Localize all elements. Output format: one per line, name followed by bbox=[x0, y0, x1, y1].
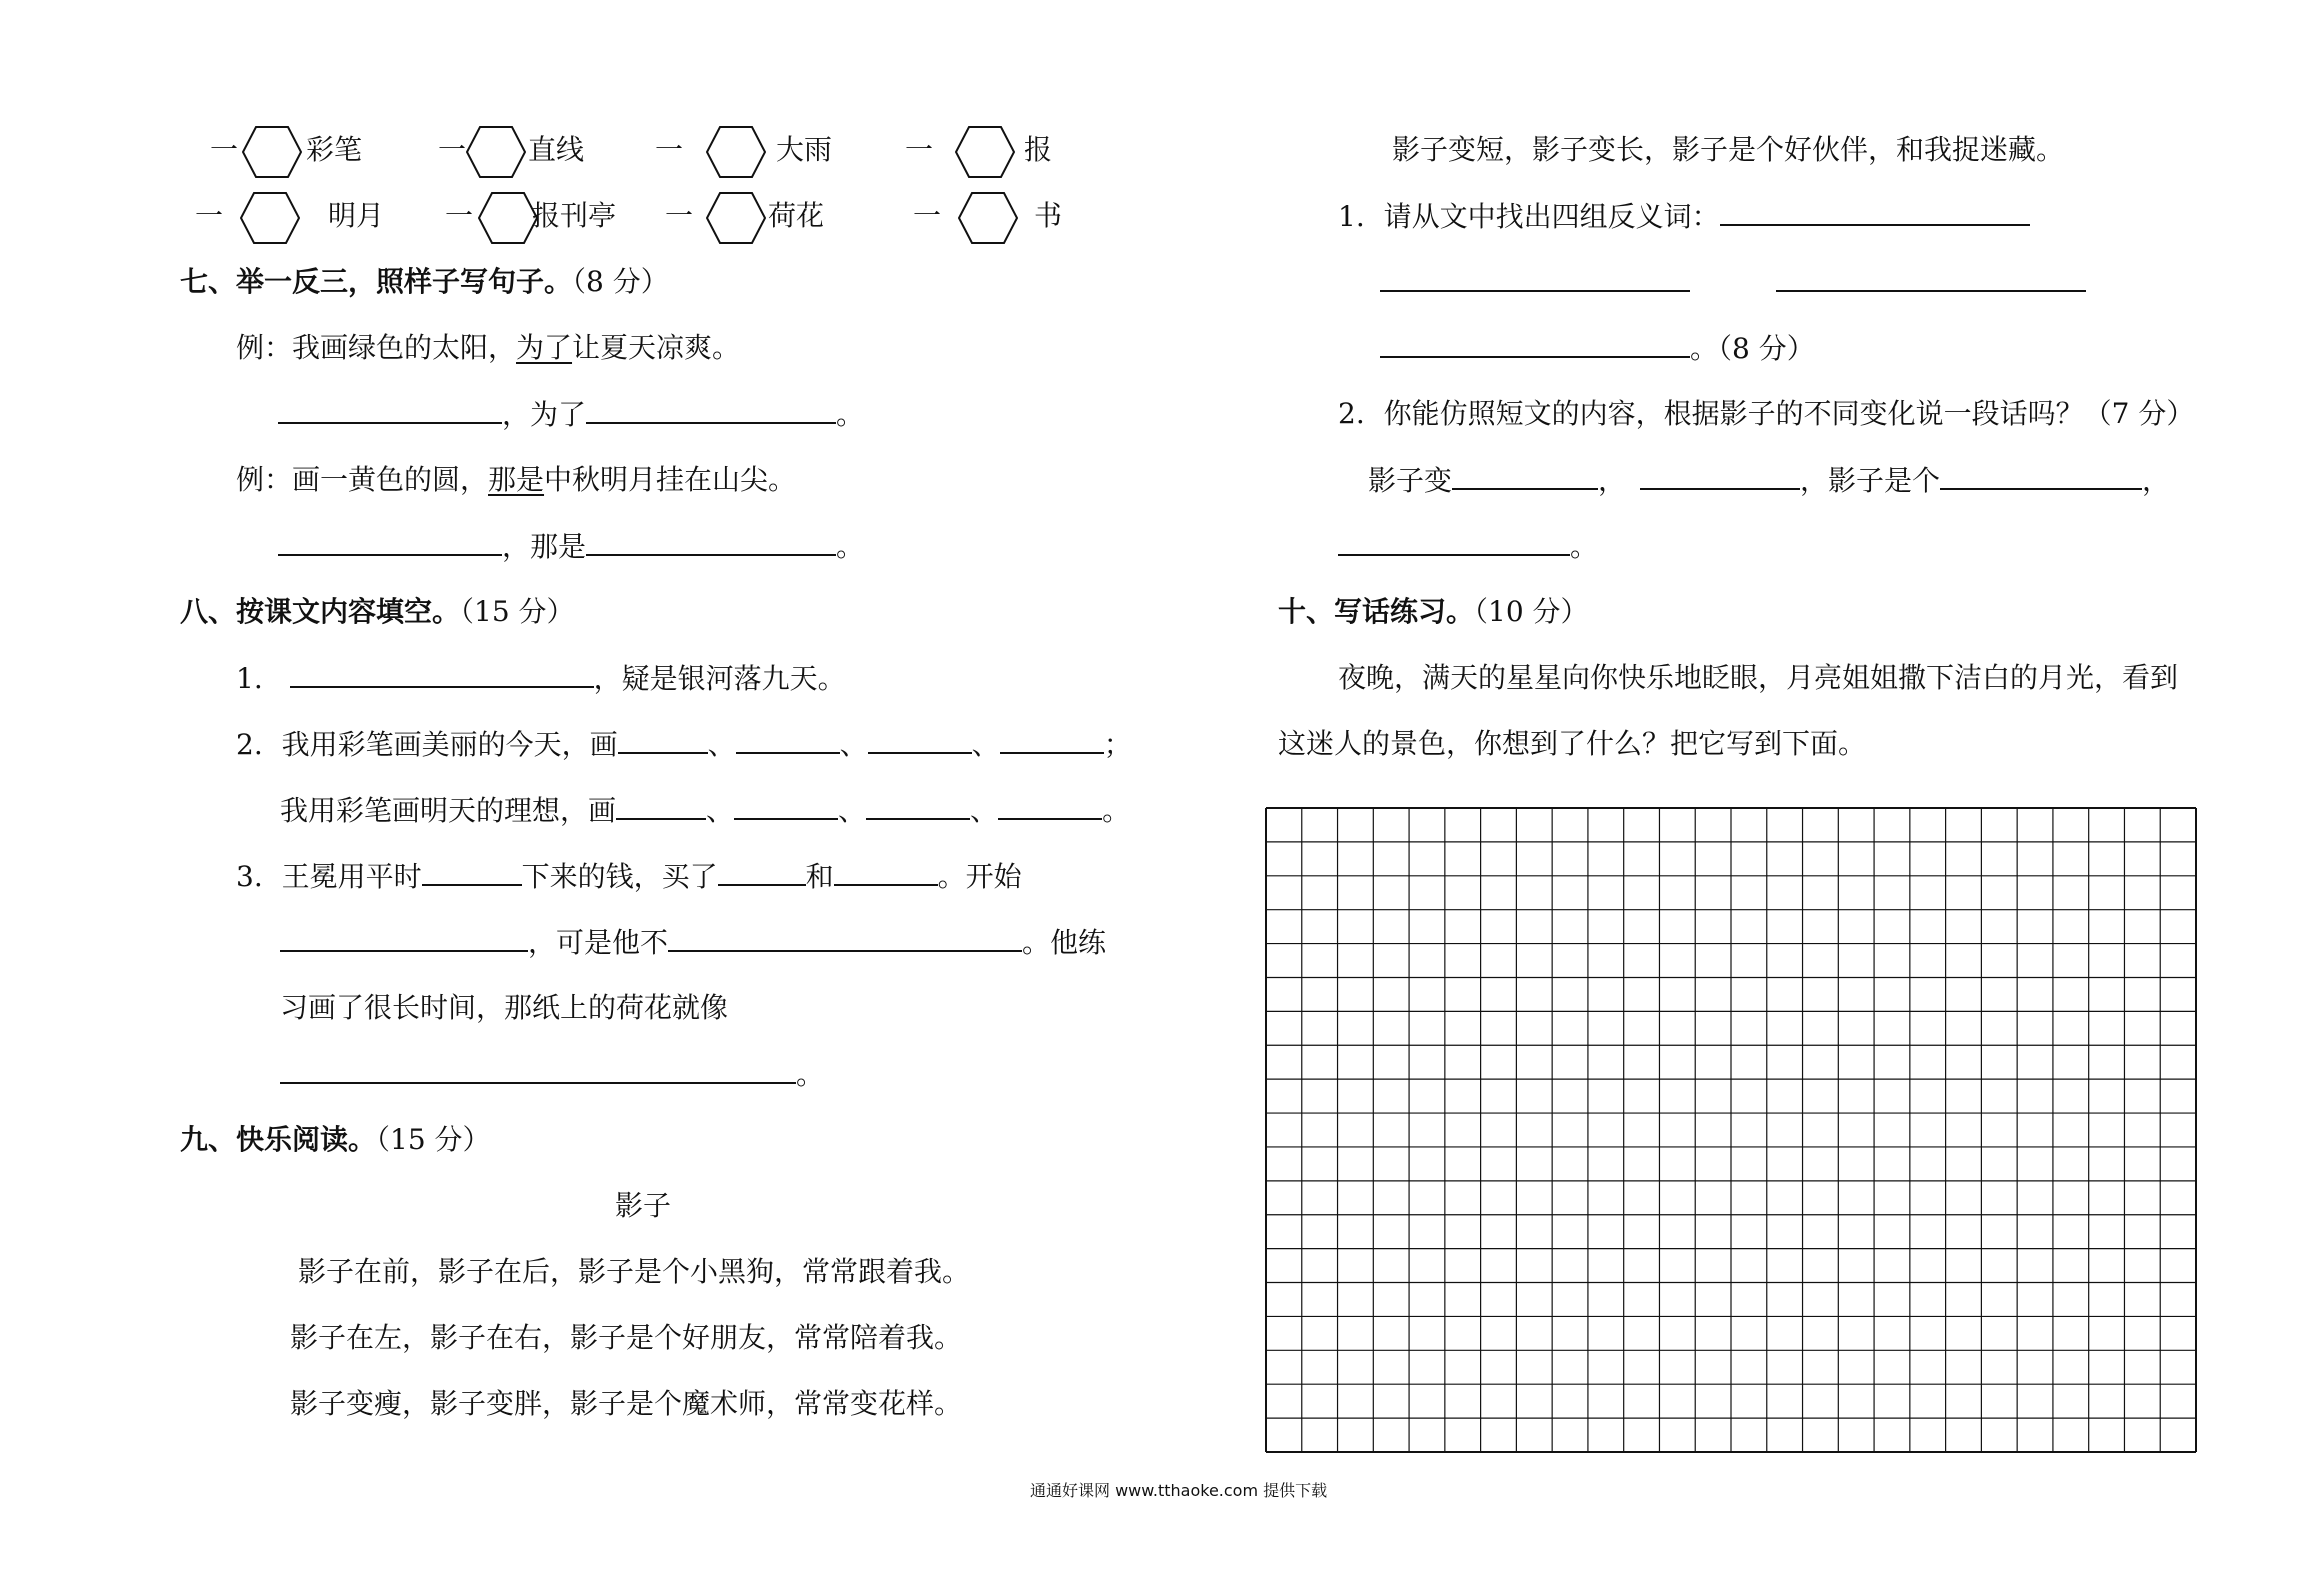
separator: 、 bbox=[971, 728, 1000, 761]
q7-heading bbox=[180, 264, 669, 300]
fill-text: 。 bbox=[836, 398, 865, 431]
answer-blank[interactable] bbox=[736, 726, 840, 754]
word: 报 bbox=[1024, 133, 1053, 166]
answer-blank[interactable] bbox=[422, 858, 522, 886]
measure-dash: 一 bbox=[905, 133, 934, 166]
separator: ； bbox=[1103, 728, 1132, 761]
measure-dash: 一 bbox=[445, 199, 474, 232]
item-text: 。开始 bbox=[937, 860, 1022, 893]
q7-fill-1 bbox=[278, 396, 864, 433]
separator: 、 bbox=[706, 794, 735, 827]
answer-blank[interactable] bbox=[1940, 462, 2142, 490]
answer-blank[interactable] bbox=[734, 792, 838, 820]
answer-blank[interactable] bbox=[586, 528, 836, 556]
answer-blank[interactable] bbox=[718, 858, 806, 886]
item-text: ，疑是银河落九天。 bbox=[593, 662, 846, 695]
hexagon-box[interactable] bbox=[466, 126, 526, 178]
answer-blank[interactable] bbox=[868, 726, 972, 754]
item-text: 。他练 bbox=[1022, 926, 1107, 959]
separator: 、 bbox=[707, 728, 736, 761]
measure-dash: 一 bbox=[438, 133, 467, 166]
hexagon-box[interactable] bbox=[242, 126, 302, 178]
item-number: 3. bbox=[236, 860, 263, 893]
answer-blank[interactable] bbox=[1380, 264, 1690, 292]
answer-blank[interactable] bbox=[280, 1056, 796, 1084]
item-text: 下来的钱，买了 bbox=[521, 860, 718, 893]
answer-blank[interactable] bbox=[586, 396, 836, 424]
q8-item-1 bbox=[236, 660, 846, 697]
answer-blank[interactable] bbox=[1776, 264, 2086, 292]
q9-sub-2 bbox=[1338, 396, 2194, 432]
item-text: 。（8 分） bbox=[1690, 332, 1815, 365]
answer-blank[interactable] bbox=[278, 396, 502, 424]
hexagon-box[interactable] bbox=[240, 192, 300, 244]
answer-blank[interactable] bbox=[668, 924, 1022, 952]
measure-dash: 一 bbox=[913, 199, 942, 232]
footer-source: 通通好课网 www.tthaoke.com 提供下载 bbox=[1030, 1481, 1328, 1500]
answer-blank[interactable] bbox=[1338, 528, 1570, 556]
example-keyword: 为了 bbox=[516, 331, 573, 364]
answer-blank[interactable] bbox=[290, 660, 594, 688]
q8-heading bbox=[180, 594, 575, 630]
section-score: （8 分） bbox=[572, 265, 669, 298]
q8-item-3b bbox=[280, 924, 1106, 961]
item-text: 王冕用平时 bbox=[281, 860, 422, 893]
section-title: 十、写话练习。 bbox=[1278, 595, 1475, 628]
answer-blank[interactable] bbox=[998, 792, 1102, 820]
item-text: 我用彩笔画美丽的今天，画 bbox=[281, 728, 618, 761]
measure-dash: 一 bbox=[210, 133, 239, 166]
answer-blank[interactable] bbox=[278, 528, 502, 556]
word: 书 bbox=[1034, 199, 1063, 232]
answer-blank[interactable] bbox=[866, 792, 970, 820]
item-text: 。 bbox=[1570, 530, 1599, 563]
separator: ， bbox=[2142, 464, 2171, 497]
q9-sub-1-blanks bbox=[1380, 264, 2086, 301]
example-text: 例：画一黄色的圆， bbox=[236, 463, 489, 496]
word: 报刊亭 bbox=[532, 199, 617, 232]
item-number: 1. bbox=[1338, 200, 1365, 233]
q7-example-1 bbox=[236, 330, 740, 366]
measure-dash: 一 bbox=[655, 133, 684, 166]
word: 明月 bbox=[328, 199, 385, 232]
q8-item-3a bbox=[236, 858, 1022, 895]
example-text: 例：我画绿色的太阳， bbox=[236, 331, 517, 364]
answer-blank[interactable] bbox=[1640, 462, 1800, 490]
q9-sub-2-fill bbox=[1368, 462, 2170, 499]
word: 大雨 bbox=[776, 133, 833, 166]
answer-blank[interactable] bbox=[834, 858, 938, 886]
passage-line: 影子在前，影子在后，影子是个小黑狗，常常跟着我。 bbox=[298, 1255, 971, 1288]
fill-text: ，那是 bbox=[502, 530, 587, 563]
hexagon-box[interactable] bbox=[958, 192, 1018, 244]
item-number: 1. bbox=[236, 662, 263, 695]
passage-line: 影子在左，影子在右，影子是个好朋友，常常陪着我。 bbox=[290, 1321, 963, 1354]
answer-blank[interactable] bbox=[1452, 462, 1598, 490]
q10-prompt-line-1: 夜晚，满天的星星向你快乐地眨眼，月亮姐姐撒下洁白的月光，看到 bbox=[1338, 661, 2179, 694]
q9-heading bbox=[180, 1122, 491, 1158]
q8-item-3d bbox=[280, 1056, 824, 1093]
item-text: 。 bbox=[796, 1058, 825, 1091]
answer-blank[interactable] bbox=[618, 726, 708, 754]
q8-item-2a bbox=[236, 726, 1132, 763]
q9-sub-1-last bbox=[1380, 330, 1815, 367]
section-title: 七、举一反三，照样子写句子。 bbox=[180, 265, 573, 298]
item-number: 2. bbox=[1338, 397, 1365, 430]
item-number: 2. bbox=[236, 728, 263, 761]
item-text: 请从文中找出四组反义词： bbox=[1383, 200, 1720, 233]
q9-sub-2-last bbox=[1338, 528, 1598, 565]
measure-dash: 一 bbox=[195, 199, 224, 232]
writing-grid[interactable] bbox=[1265, 807, 2197, 1453]
q8-item-3c: 习画了很长时间，那纸上的荷花就像 bbox=[280, 991, 729, 1024]
item-text: 我用彩笔画明天的理想，画 bbox=[280, 794, 617, 827]
q8-item-2b bbox=[280, 792, 1130, 829]
answer-blank[interactable] bbox=[1720, 198, 2030, 226]
separator: 、 bbox=[970, 794, 999, 827]
section-score: （10 分） bbox=[1474, 595, 1589, 628]
example-text: 让夏天凉爽。 bbox=[572, 331, 741, 364]
q9-sub-1 bbox=[1338, 198, 2030, 235]
q7-fill-2 bbox=[278, 528, 864, 565]
separator: 、 bbox=[838, 794, 867, 827]
word: 直线 bbox=[528, 133, 585, 166]
separator: ， bbox=[1598, 464, 1627, 497]
section-title: 八、按课文内容填空。 bbox=[180, 595, 461, 628]
fill-text: ，为了 bbox=[502, 398, 587, 431]
answer-blank[interactable] bbox=[1000, 726, 1104, 754]
hexagon-box[interactable] bbox=[955, 126, 1015, 178]
separator: 、 bbox=[839, 728, 868, 761]
measure-dash: 一 bbox=[665, 199, 694, 232]
item-text: 你能仿照短文的内容，根据影子的不同变化说一段话吗？（7 分） bbox=[1383, 397, 2195, 430]
passage-line: 影子变瘦，影子变胖，影子是个魔术师，常常变花样。 bbox=[290, 1387, 963, 1420]
word: 彩笔 bbox=[306, 133, 363, 166]
section-title: 九、快乐阅读。 bbox=[180, 1123, 377, 1156]
section-score: （15 分） bbox=[376, 1123, 491, 1156]
passage-line: 影子变短，影子变长，影子是个好伙伴，和我捉迷藏。 bbox=[1392, 133, 2065, 166]
fill-text: 。 bbox=[836, 530, 865, 563]
q10-prompt-line-2: 这迷人的景色，你想到了什么？把它写到下面。 bbox=[1278, 727, 1867, 760]
section-score: （15 分） bbox=[460, 595, 575, 628]
hexagon-box[interactable] bbox=[706, 126, 766, 178]
item-text: 和 bbox=[805, 860, 834, 893]
item-text: ，影子是个 bbox=[1800, 464, 1941, 497]
q10-heading bbox=[1278, 594, 1589, 630]
hexagon-box[interactable] bbox=[706, 192, 766, 244]
word: 荷花 bbox=[768, 199, 825, 232]
answer-blank[interactable] bbox=[616, 792, 706, 820]
answer-blank[interactable] bbox=[280, 924, 528, 952]
item-text: 影子变 bbox=[1368, 464, 1453, 497]
example-text: 中秋明月挂在山尖。 bbox=[544, 463, 797, 496]
passage-title: 影子 bbox=[615, 1189, 672, 1222]
example-keyword: 那是 bbox=[488, 463, 545, 496]
hexagon-box[interactable] bbox=[478, 192, 538, 244]
item-text: ，可是他不 bbox=[528, 926, 669, 959]
separator: 。 bbox=[1102, 794, 1131, 827]
answer-blank[interactable] bbox=[1380, 330, 1690, 358]
q7-example-2 bbox=[236, 462, 796, 498]
